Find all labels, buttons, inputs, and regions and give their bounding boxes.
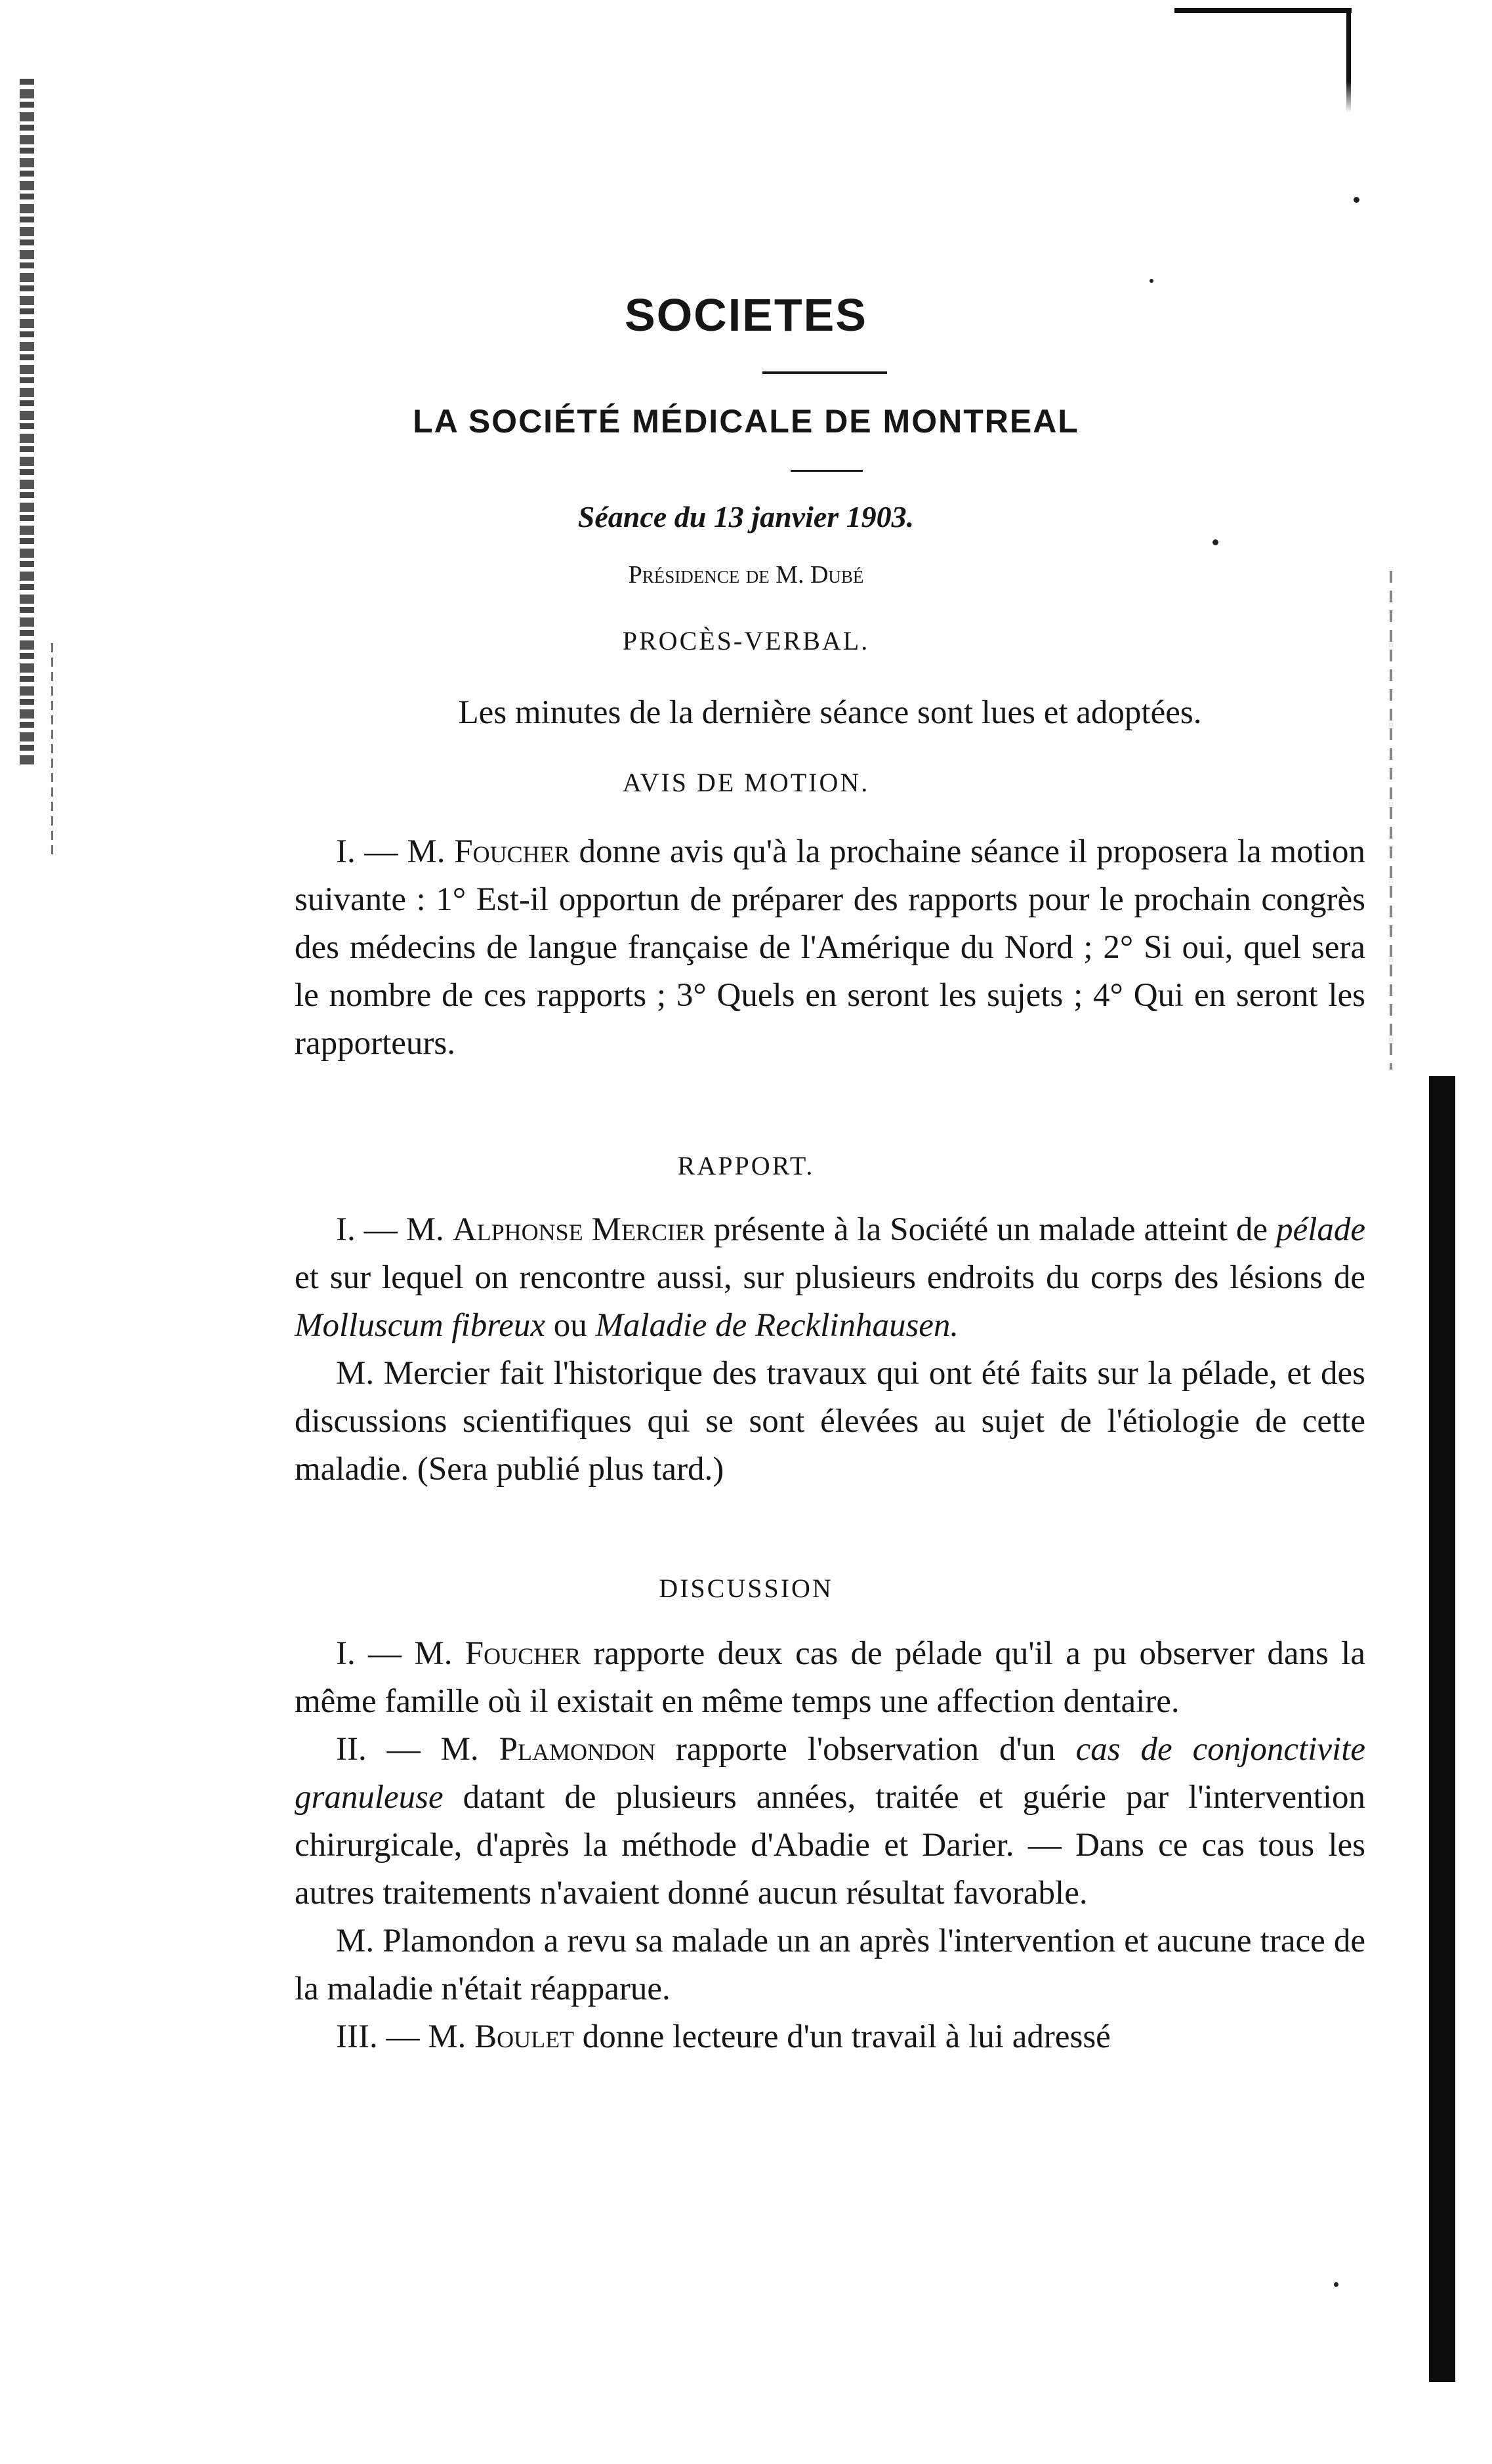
scan-corner-mark-vertical xyxy=(1346,8,1351,113)
rapport-text-or: ou xyxy=(545,1307,596,1344)
presidence-text: Présidence de M. Dubé xyxy=(628,561,864,589)
scan-corner-mark xyxy=(1174,8,1352,13)
society-rule xyxy=(791,470,863,472)
rapport-paragraph xyxy=(295,1206,1365,1350)
title-rule xyxy=(762,371,887,374)
avis-heading: AVIS DE MOTION. xyxy=(622,768,870,797)
page-title: SOCIETES xyxy=(625,289,867,341)
scan-edge-right xyxy=(1429,1076,1455,2382)
session-date: Séance du 13 janvier 1903. xyxy=(577,500,915,533)
proces-verbal-text: Les minutes de la dernière séance sont lues et adoptées. xyxy=(458,694,1202,731)
rapport-section xyxy=(295,1206,1365,1493)
scan-speck xyxy=(1334,2282,1338,2287)
rapport-paragraph-2: M. Mercier fait l'historique des travaux qui ont été faits sur la pélade, et des discussions scientifiques qui se sont élevées au sujet de l'étiologie de cette maladie. (Sera publié plus tard.) xyxy=(295,1355,1365,1488)
avis-name: Foucher xyxy=(454,833,570,870)
discussion-heading: DISCUSSION xyxy=(659,1574,833,1603)
proces-verbal-heading: PROCÈS-VERBAL. xyxy=(622,626,870,656)
avis-text: donne avis qu'à la prochaine séance il proposera la motion suivante : 1° Est-il opportun de préparer des rapports pour le prochain congrès des médecins de langue française de l'Amérique du Nord ; 2° Si oui, quel sera le nombre de ces rapports ; 3° Quels en seront les sujets ; 4° Qui en seront les rapporteurs. xyxy=(295,833,1365,1062)
discussion-section xyxy=(295,1630,1365,2061)
presidence-line xyxy=(0,559,1492,591)
discussion-item-1-name: Foucher xyxy=(465,1635,581,1672)
discussion-item-1-text: rapporte deux cas de pélade qu'il a pu observer dans la même famille où il existait en même temps une affection dentaire. xyxy=(295,1635,1365,1720)
scan-speck xyxy=(1354,197,1359,203)
scan-speck xyxy=(1212,539,1218,545)
discussion-item-2-lead: II. — M. xyxy=(336,1731,499,1768)
rapport-text-mid: et sur lequel on rencontre aussi, sur plusieurs endroits du corps des lésions de xyxy=(295,1259,1365,1296)
discussion-item-1-lead: I. — M. xyxy=(336,1635,465,1672)
discussion-item-2-name: Plamondon xyxy=(499,1731,655,1768)
rapport-name: Alphonse Mercier xyxy=(452,1211,705,1248)
discussion-item-3-lead: III. — M. xyxy=(336,2018,475,2055)
rapport-maladie: Maladie de Recklinhausen. xyxy=(595,1307,959,1344)
discussion-item-3-name: Boulet xyxy=(474,2018,575,2055)
rapport-molluscum: Molluscum fibreux xyxy=(295,1307,545,1344)
rapport-text-before: présente à la Société un malade atteint de xyxy=(705,1211,1277,1248)
avis-lead: I. — M. xyxy=(336,833,455,870)
discussion-item-2-text-after: datant de plusieurs années, traitée et guérie par l'intervention chirurgicale, d'après la méthode d'Abadie et Darier. — Dans ce cas tous les autres traitements n'avaient donné aucun résultat favorable. xyxy=(295,1779,1365,1911)
discussion-item-2-text-before: rapporte l'observation d'un xyxy=(655,1731,1076,1768)
society-name: LA SOCIÉTÉ MÉDICALE DE MONTREAL xyxy=(413,403,1079,440)
discussion-item-2 xyxy=(295,1726,1365,1917)
plamondon-followup: M. Plamondon a revu sa malade un an après l'intervention et aucune trace de la maladie n'était réapparue. xyxy=(295,1923,1365,2007)
rapport-heading: RAPPORT. xyxy=(677,1151,815,1180)
scan-edge-left-faint xyxy=(51,643,53,860)
rapport-pelade: pélade xyxy=(1276,1211,1365,1248)
avis-paragraph xyxy=(295,828,1365,1068)
discussion-item-3 xyxy=(295,2013,1365,2061)
discussion-item-3-text: donne lecteure d'un travail à lui adressé xyxy=(574,2018,1111,2055)
scan-speck xyxy=(1150,279,1153,283)
discussion-item-1 xyxy=(295,1630,1365,1726)
rapport-lead: I. — M. xyxy=(336,1211,453,1248)
discussion-item-2-italic: cas de conjonctivite granuleuse xyxy=(295,1731,1366,1816)
